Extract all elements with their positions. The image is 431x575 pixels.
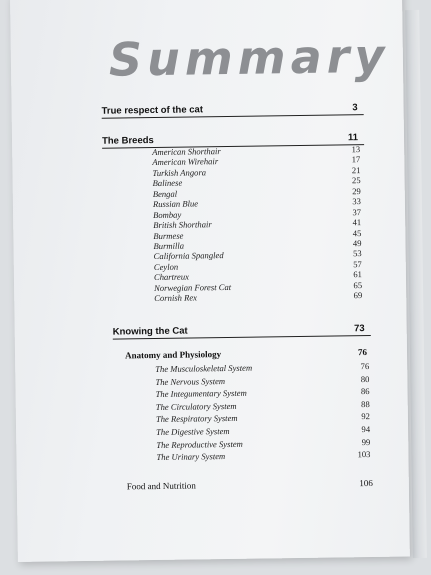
entry-page: 41 (352, 217, 362, 228)
breed-list (152, 144, 366, 304)
entry-name: Bengal (152, 188, 178, 199)
subsection-page: 76 (357, 347, 368, 358)
entry-name: Balinese (152, 177, 183, 189)
book-page (10, 0, 410, 562)
entry-name: The Integumentary System (155, 387, 247, 400)
entry-page: 17 (351, 154, 361, 165)
subsection-label: Anatomy and Physiology (124, 349, 222, 361)
page-title: Summary (108, 28, 390, 87)
entry-name: British Shorthair (153, 219, 212, 231)
entry-name: California Spangled (153, 250, 224, 262)
toc-subsection-food (127, 478, 373, 491)
entry-name: The Reproductive System (156, 438, 243, 450)
entry-page: 37 (352, 206, 362, 217)
entry-name: Bombay (152, 209, 182, 220)
toc-section-label: The Breeds (101, 135, 154, 147)
entry-page: 13 (351, 144, 361, 155)
entry-page: 65 (353, 279, 363, 290)
entry-page: 88 (361, 398, 370, 409)
entry-page: 99 (361, 436, 371, 447)
entry-page: 33 (352, 196, 361, 207)
entry-page: 61 (353, 269, 362, 280)
anatomy-list (155, 360, 372, 464)
entry-page: 86 (360, 386, 370, 397)
entry-name: Burmilla (153, 240, 185, 251)
entry-page: 45 (352, 227, 362, 238)
entry-name: Turkish Angora (152, 167, 207, 178)
toc-section-respect (102, 101, 364, 119)
entry-page: 25 (351, 175, 361, 186)
toc-section-page: 73 (354, 323, 365, 335)
entry-page: 29 (352, 185, 361, 196)
entry-page: 76 (360, 361, 370, 372)
list-item (154, 290, 366, 303)
toc-subsection-anatomy (125, 347, 373, 360)
entry-name: Norwegian Forest Cat (154, 281, 232, 293)
entry-page: 103 (357, 449, 371, 460)
toc-section-page: 3 (352, 102, 358, 114)
entry-name: The Circulatory System (155, 400, 237, 412)
toc-section-label: True respect of the cat (101, 104, 204, 117)
entry-name: American Wirehair (152, 156, 219, 168)
entry-page: 94 (361, 423, 371, 435)
entry-page: 57 (353, 258, 362, 270)
entry-name: Ceylon (153, 261, 179, 272)
list-item (156, 448, 372, 464)
toc-section-label: Knowing the Cat (112, 325, 188, 338)
toc-section-knowing (113, 322, 371, 340)
entry-name: Cornish Rex (154, 292, 198, 304)
entry-page: 80 (360, 373, 370, 384)
entry-name: American Shorthair (152, 146, 221, 158)
entry-name: The Nervous System (155, 375, 226, 387)
entry-name: The Musculoskeletal System (155, 362, 253, 375)
entry-page: 53 (352, 248, 362, 259)
entry-name: The Urinary System (156, 451, 226, 463)
entry-page: 49 (352, 238, 362, 249)
entry-page: 21 (351, 164, 361, 176)
entry-page: 69 (353, 290, 363, 301)
entry-name: The Digestive System (156, 425, 230, 437)
entry-name: Chartreux (153, 271, 190, 283)
subsection-page: 106 (359, 477, 373, 489)
entry-name: The Respiratory System (155, 413, 238, 425)
entry-name: Burmese (153, 230, 184, 241)
subsection-label: Food and Nutrition (126, 480, 196, 492)
entry-name: Russian Blue (152, 198, 199, 210)
toc-section-page: 11 (347, 132, 359, 144)
entry-page: 92 (361, 411, 370, 422)
